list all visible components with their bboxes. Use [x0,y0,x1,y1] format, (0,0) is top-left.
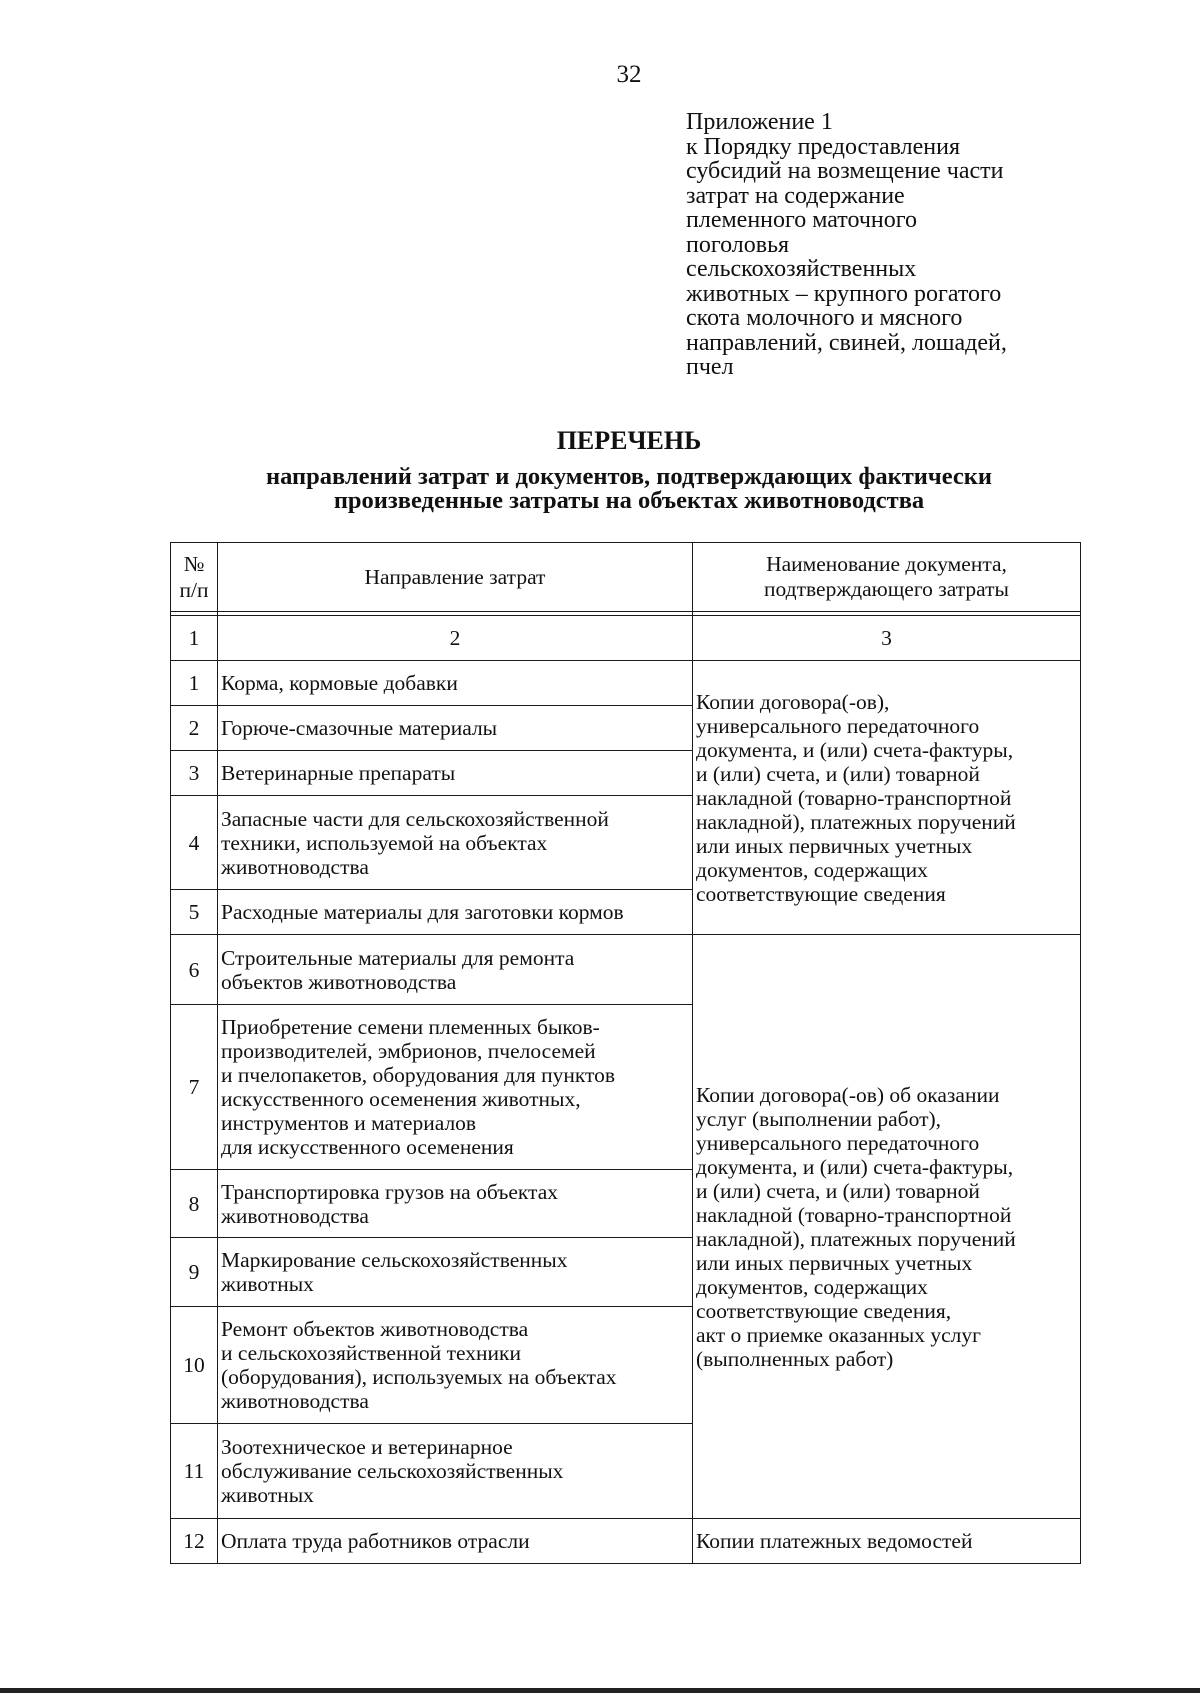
direction-line: Оплата труда работников отрасли [221,1529,530,1553]
direction-line: инструментов и материалов [221,1111,477,1135]
direction-line: Приобретение семени племенных быков- [221,1015,600,1039]
document-line: соответствующие сведения [696,881,946,906]
table-row [171,1519,1081,1564]
direction-line: для искусственного осеменения [221,1135,514,1159]
direction-line: животноводства [221,854,369,879]
document-line: документа, и (или) счета-фактуры, [696,1154,1014,1179]
document-line: накладной (товарно-транспортной [696,785,1012,810]
subtitle-line: произведенные затраты на объектах животноводства [333,487,925,514]
document-line: накладной), платежных поручений [696,809,1016,834]
table-row [171,661,1081,706]
direction-line: животных [221,1483,314,1507]
document-cell-row-12 [693,1519,1081,1564]
document-line: накладной (товарно-транспортной [696,1202,1012,1227]
direction-line: Горюче-смазочные материалы [221,716,498,740]
document-line: (выполненных работ) [696,1346,894,1371]
page-number: 32 [616,61,642,88]
document-line: соответствующие сведения, [696,1298,952,1323]
table-row [171,935,1081,1005]
direction-cell [218,1307,693,1424]
direction-line: (оборудования), используемых на объектах [221,1365,617,1389]
direction-line: и пчелопакетов, оборудования для пунктов [221,1063,616,1087]
direction-line: Корма, кормовые добавки [221,671,458,695]
row-number: 6 [171,935,218,1005]
annex-line: Приложение 1 [686,109,833,135]
table-header-row [171,543,1081,612]
column-number: 3 [693,616,1081,661]
document-line: акт о приемке оказанных услуг [696,1322,981,1347]
direction-cell [218,1170,693,1238]
direction-line: Ветеринарные препараты [221,761,456,785]
annex-line: к Порядку предоставления [686,133,961,160]
annex-line: пчел [686,354,734,380]
document-line: документов, содержащих [696,857,928,882]
direction-cell [218,1519,693,1564]
row-number: 10 [171,1307,218,1424]
direction-line: искусственного осеменения животных, [221,1087,581,1111]
row-number: 11 [171,1424,218,1519]
annex-line: скота молочного и мясного [686,305,963,331]
row-number: 12 [171,1519,218,1564]
annex-line: субсидий на возмещение части [686,158,1004,184]
row-number: 4 [171,796,218,890]
subtitle-line: направлений затрат и документов, подтверждающих фактически [265,463,993,490]
direction-line: техники, используемой на объектах [221,830,548,855]
annex-line: затрат на содержание [686,182,905,209]
row-number: 1 [171,661,218,706]
document-line: документов, содержащих [696,1274,928,1299]
column-number: 2 [218,616,693,661]
direction-line: Зоотехническое и ветеринарное [221,1435,513,1459]
direction-line: объектов животноводства [221,969,457,994]
direction-cell [218,1238,693,1307]
direction-line: Запасные части для сельскохозяйственной [221,806,609,831]
direction-cell [218,751,693,796]
document-line: Копии платежных ведомостей [696,1529,973,1553]
header-direction-cell: Направление затрат [218,543,693,612]
document-line: и (или) счета, и (или) товарной [696,761,980,786]
direction-line: Ремонт объектов животноводства [221,1317,529,1341]
direction-line: животных [221,1272,314,1296]
annex-line: направлений, свиней, лошадей, [686,329,1007,356]
direction-cell [218,1005,693,1170]
direction-cell [218,796,693,890]
direction-cell [218,661,693,706]
direction-line: производителей, эмбрионов, пчелосемей [221,1039,596,1063]
row-number: 9 [171,1238,218,1307]
expenses-table [170,542,1081,1564]
direction-cell [218,706,693,751]
document-line: Копии договора(-ов) об оказании [696,1082,1000,1107]
column-number: 1 [171,616,218,661]
document-line: и (или) счета, и (или) товарной [696,1178,980,1203]
column-numbers-row [171,616,1081,661]
document-cell-group-6-11 [693,935,1081,1519]
direction-line: и сельскохозяйственной техники [221,1341,521,1365]
document-subtitle [0,465,1200,513]
header-number-cell [171,543,218,612]
document-line: или иных первичных учетных [696,1250,973,1275]
header-document-cell [693,543,1081,612]
direction-line: Строительные материалы для ремонта [221,945,575,970]
scan-bottom-edge [0,1688,1200,1693]
document-line: универсального передаточного [696,1130,980,1155]
direction-line: Маркирование сельскохозяйственных [221,1248,568,1272]
row-number: 7 [171,1005,218,1170]
annex-line: сельскохозяйственных [686,256,917,282]
direction-line: животноводства [221,1389,369,1413]
direction-cell [218,1424,693,1519]
row-number: 5 [171,890,218,935]
direction-cell [218,935,693,1005]
annex-line: поголовья [686,231,790,258]
header-document-line: подтверждающего затраты [764,577,1009,601]
direction-line: Транспортировка грузов на объектах [221,1179,558,1204]
row-number: 8 [171,1170,218,1238]
annex-line: племенного маточного [686,207,918,233]
annex-line: животных – крупного рогатого [686,280,1002,307]
direction-cell [218,890,693,935]
document-line: документа, и (или) счета-фактуры, [696,737,1014,762]
document-cell-group-1-5 [693,661,1081,935]
header-number-sign: № [183,552,205,576]
direction-line: животноводства [221,1203,369,1228]
document-title: ПЕРЕЧЕНЬ [556,426,702,455]
annex-block [686,110,1086,380]
direction-line: обслуживание сельскохозяйственных [221,1459,564,1483]
document-line: накладной), платежных поручений [696,1226,1016,1251]
header-document-line: Наименование документа, [766,552,1007,576]
row-number: 2 [171,706,218,751]
document-line: Копии договора(-ов), [696,689,890,714]
document-line: или иных первичных учетных [696,833,973,858]
document-line: универсального передаточного [696,713,980,738]
header-number-abbr: п/п [179,578,209,602]
document-line: услуг (выполнении работ), [696,1106,941,1131]
direction-line: Расходные материалы для заготовки кормов [221,900,624,924]
row-number: 3 [171,751,218,796]
